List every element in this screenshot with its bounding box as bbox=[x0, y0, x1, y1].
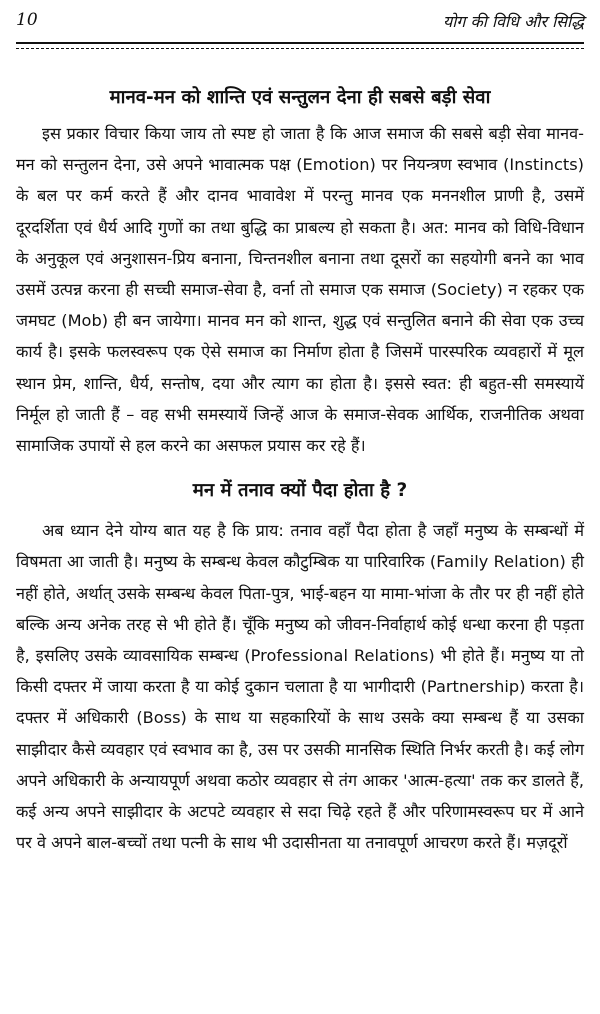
header-dashed-rule bbox=[16, 48, 584, 49]
running-title: योग की विधि और सिद्धि bbox=[442, 12, 584, 31]
page-number: 10 bbox=[16, 10, 38, 30]
page-header bbox=[16, 6, 584, 46]
section-heading-tanav: मन में तनाव क्यों पैदा होता है ? bbox=[192, 480, 408, 502]
section-paragraph-seva: इस प्रकार विचार किया जाय तो स्पष्ट हो जाता है कि आज समाज की सबसे बड़ी सेवा मानव-मन को सन्तुलन देना, उसे अपने भावात्मक पक्ष (Emotion) पर नियन्त्रण स्वभाव (Instincts) के बल पर कर्म करते हैं और दानव भावावेश में परन्तु मानव एक मननशील प्राणी है, उसमें दूरदर्शिता एवं धैर्य आदि गुणों का तथा बुद्धि का प्राबल्य हो सकता है। अत: मानव को विधि-विधान के अनुकूल एवं अनुशासन-प्रिय बनाना, चिन्तनशील बनाना तथा दूसरों का सहयोगी बनने का भाव उसमें उत्पन्न करना ही सच्ची समाज-सेवा है, वर्ना तो समाज एक समाज (Society) न रहकर एक जमघट (Mob) ही बन जायेगा। मानव मन को शान्त, शुद्ध एवं सन्तुलित बनाने की सेवा एक उच्च कार्य है। इसके फलस्वरूप एक ऐसे समाज का निर्माण होता है जिसमें पारस्परिक व्यवहारों में मूल स्थान प्रेम, शान्ति, धैर्य, सन्तोष, दया और त्याग का होता है। इससे स्वत: ही बहुत-सी समस्यायें निर्मूल हो जाती हैं – वह सभी समस्यायें जिन्हें आज के समाज-सेवक आर्थिक, राजनीतिक अथवा सामाजिक उपायों से हल करने का असफल प्रयास कर रहे हैं। bbox=[16, 124, 584, 456]
header-rule bbox=[16, 42, 584, 44]
section-paragraph-tanav: अब ध्यान देने योग्य बात यह है कि प्राय: तनाव वहाँ पैदा होता है जहाँ मनुष्य के सम्बन्धों में विषमता आ जाती है। मनुष्य के सम्बन्ध केवल कौटुम्बिक या पारिवारिक (Family Relation) ही नहीं होते, अर्थात् उसके सम्बन्ध केवल पिता-पुत्र, भाई-बहन या मामा-भांजा के तौर पर ही नहीं होते बल्कि अन्य अनेक तरह से भी होते हैं। चूँकि मनुष्य को जीवन-निर्वाहार्थ कोई धन्धा करना ही पड़ता है, इसलिए उसके व्यावसायिक सम्बन्ध (Professional Relations) भी होते हैं। मनुष्य या तो किसी दफ्तर में जाया करता है या कोई दुकान चलाता है या भागीदारी (Partnership) करता है। दफ्तर में अधिकारी (Boss) के साथ या सहकारियों के साथ उसके क्या सम्बन्ध हैं या उसका साझीदार कैसे व्यवहार एवं स्वभाव का है, उस पर उसकी मानसिक स्थिति निर्भर करती है। कई लोग अपने अधिकारी के अन्यायपूर्ण अथवा कठोर व्यवहार से तंग आकर 'आत्म-हत्या' तक कर डालते हैं, कई अन्य अपने साझीदार के अटपटे व्यवहार से सदा चिढ़े रहते हैं और परिणामस्वरूप घर में आने पर वे अपने बाल-बच्चों तथा पत्नी के साथ भी उदासीनता या तनावपूर्ण आचरण करते हैं। मज़दूरों bbox=[16, 521, 584, 853]
section-heading-seva: मानव-मन को शान्ति एवं सन्तुलन देना ही सबसे बड़ी सेवा bbox=[109, 87, 491, 108]
page-content bbox=[16, 80, 584, 858]
